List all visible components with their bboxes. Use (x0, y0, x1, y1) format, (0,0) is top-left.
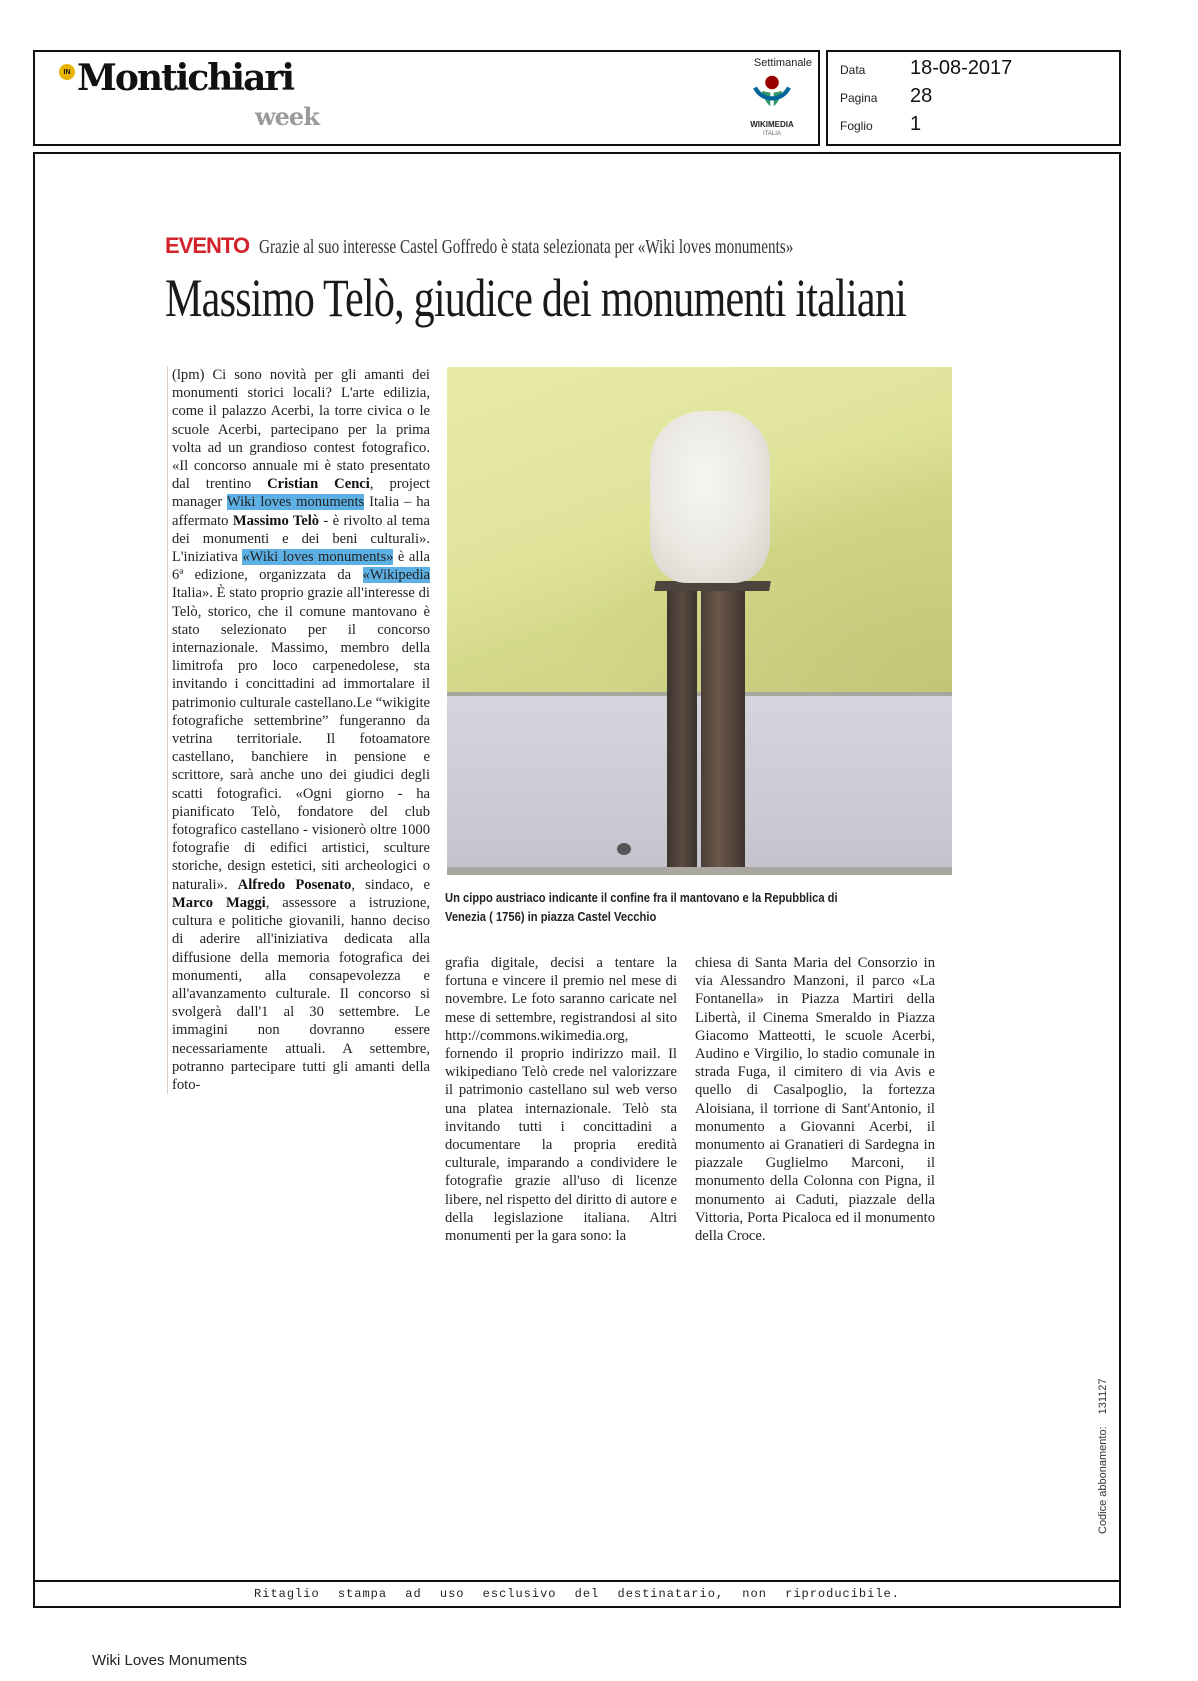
clipping-notice-strip (35, 1580, 1119, 1606)
meta-value: 1 (910, 113, 922, 135)
name-bold: Cristian Cenci (267, 476, 370, 493)
photo-post (701, 589, 745, 875)
text-run: (lpm) Ci sono novità per gli amanti dei monumenti storici locali? L'arte edilizia, come il palazzo Acerbi, la torre civica o le scuole Acerbi, partecipano per la prima volta ad un grandioso contest fotografico. «Il concorso annuale mi è stato presentato dal trentino (172, 367, 430, 493)
text-run: - è rivolto al tema dei monumenti e dei beni culturali». L'iniziativa (172, 512, 431, 566)
text-run: , sindaco, e (351, 876, 430, 893)
header-masthead-box (33, 50, 820, 146)
wikimedia-sub: ITALIA (763, 131, 781, 137)
meta-label: Data (840, 63, 866, 77)
meta-row-page (840, 84, 932, 110)
text-run: Italia». È stato proprio grazie all'interesse di Telò, storico, che il comune mantovano è stato selezionato per il concorso internazionale. Massimo, membro della limitrofa pro loco carpenedolese, sta invitando i concittadini ad immortalare il patrimonio culturale castellano.Le “wikigite fotografiche settembrine” fungeranno da vetrina territoriale. Il fotoamatore castellano, banchiere in pensione e scrittore, sarà anche uno dei giudici degli scatti fotografici. «Ogni giorno - ha pianificato Telò, fondatore del club fotografico castellano - visionerò oltre 1000 fotografie di edifici artistici, sculture storiche, design estetici, siti archeologici o naturali». (172, 585, 430, 893)
photo-drain (617, 843, 631, 855)
publication-type: Settimanale (753, 57, 812, 69)
meta-row-sheet (840, 112, 921, 138)
subscription-code-text (1095, 1378, 1111, 1534)
wikimedia-logo-dot (765, 76, 779, 90)
masthead-sub: week (255, 102, 319, 131)
article-column-1 (167, 366, 430, 1094)
article-headline: Massimo Telò, giudice dei monumenti italiani (165, 268, 907, 328)
subscription-number: 131127 (1097, 1378, 1109, 1415)
subscription-label: Codice abbonamento: (1097, 1426, 1109, 1534)
text-run: Italia – ha affermato (172, 494, 430, 529)
wikimedia-name: WIKIMEDIA (750, 120, 794, 129)
article-photo (447, 367, 952, 875)
photo-caption (445, 888, 945, 932)
photo-post (667, 589, 697, 875)
meta-label: Foglio (840, 119, 873, 133)
meta-row-date (840, 56, 1012, 82)
caption-line: Un cippo austriaco indicante il confine fra il mantovano e la Repubblica di (445, 890, 838, 905)
text-run: è alla 6ª edizione, organizzata da (172, 549, 430, 584)
name-bold: Marco Maggi (172, 894, 266, 911)
name-bold: Massimo Telò (232, 512, 320, 529)
highlighted-text: «Wiki loves monuments» (242, 549, 394, 566)
meta-value: 18-08-2017 (910, 57, 1013, 79)
photo-ground (447, 867, 952, 875)
caption-line: Venezia ( 1756) in piazza Castel Vecchio (445, 909, 657, 924)
kicker-text: Grazie al suo interesse Castel Goffredo è stata selezionata per «Wiki loves monuments» (259, 236, 794, 258)
highlighted-text: «Wikipedia (362, 567, 430, 584)
photo-boundary-stone (650, 411, 770, 583)
article-column-3: chiesa di Santa Maria del Consorzio in via Alessandro Manzoni, il parco «La Fontanella» in Piazza Martiri della Libertà, il Cinema Smeraldo in Piazza Giacomo Matteotti, le scuole Acerbi, Audino e Virgilio, lo stadio comunale in strada Fuga, il cimitero di via Avis e quello di Casalpoglio, la fortezza Aloisiana, il torrione di Sant'Antonio, il monumento a Giovanni Acerbi, il monumento ai Granatieri di Sardegna in piazzale Guglielmo Marconi, il monumento della Colonna con Pigna, il monumento ai Caduti, piazzale della Vittoria, Porta Picaloca ed il monumento della Croce. (695, 955, 935, 1245)
kicker-tag: EVENTO (165, 233, 250, 258)
meta-value: 28 (910, 85, 933, 107)
highlighted-text: Wiki loves monuments (226, 494, 365, 511)
masthead-name: Montichiari (77, 57, 294, 99)
name-bold: Alfredo Posenato (237, 876, 352, 893)
wikimedia-logo-icon (748, 74, 796, 118)
subscription-code (1095, 1334, 1115, 1534)
article-kicker (165, 232, 1019, 262)
article-column-2: grafia digitale, decisi a tentare la fortuna e vincere il premio nel mese di novembre. Le foto saranno caricate nel mese di settembre, registrandosi al sito http://commons.wikimedia.org, fornendo il proprio indirizzo mail. Il wikipediano Telò crede nel valorizzare il patrimonio castellano sul web verso una platea internazionale. Telò sta invitando tutti i concittadini a documentare la propria eredità culturale, imparando a condividere le fotografie grazie all'uso di licenze libere, nel rispetto del diritto di autore e della legislazione italiana. Altri monumenti per la gara sono: la (445, 955, 677, 1245)
masthead-logo (65, 56, 355, 140)
header-meta-box (826, 50, 1121, 146)
text-run: , assessore a istruzione, cultura e politiche giovanili, hanno deciso di aderire all'iniziativa dedicata alla diffusione della memoria fotografica dei monumenti, alla consapevolezza e all'avanzamento culturale. Il concorso si svolgerà dall'1 al 30 settembre. Le immagini non dovranno essere necessariamente attuali. A settembre, potranno partecipare tutti gli amanti della foto- (172, 894, 430, 1093)
clipping-notice: Ritaglio stampa ad uso esclusivo del destinatario, non riproducibile. (254, 1587, 900, 1601)
masthead-badge: IN (59, 64, 75, 80)
document-footer: Wiki Loves Monuments (92, 1652, 248, 1669)
photo-wall-grey (447, 696, 952, 875)
clipping-body (33, 152, 1121, 1608)
wikimedia-logo-text (740, 120, 804, 138)
meta-label: Pagina (840, 91, 878, 105)
text-run: , project manager (172, 476, 430, 511)
